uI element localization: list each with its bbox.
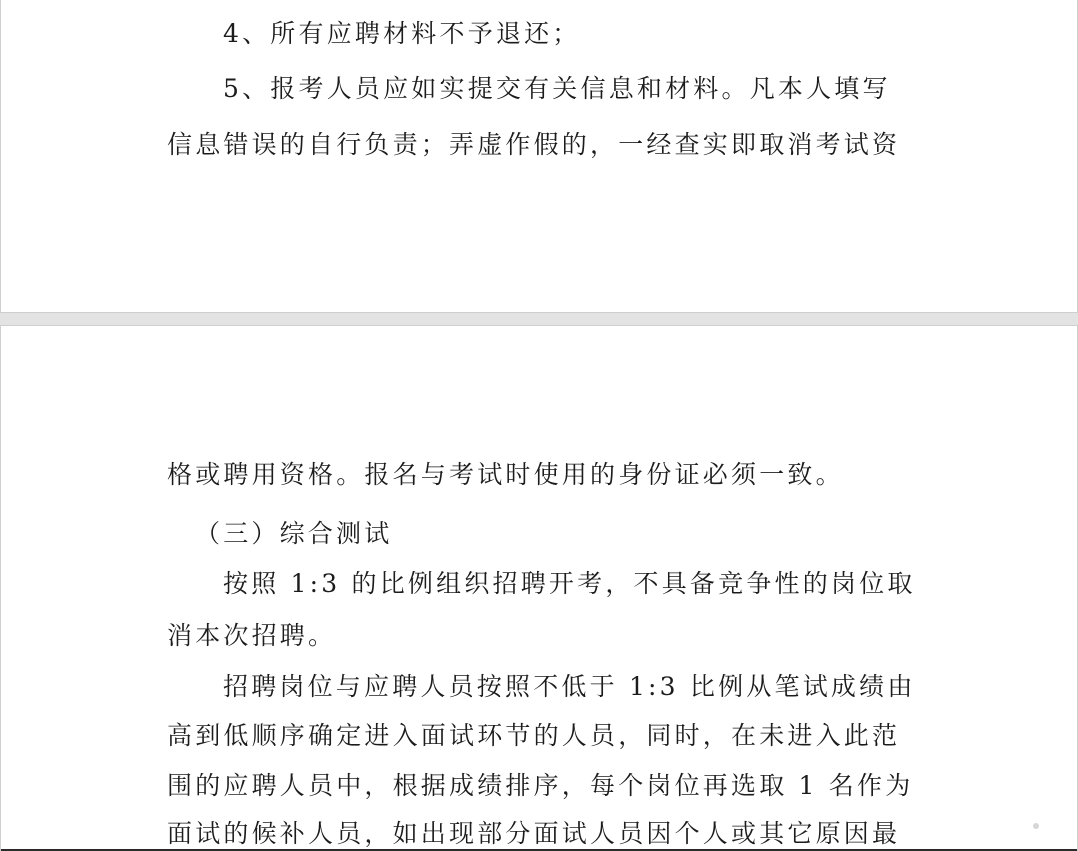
paragraph-line: 面试的候补人员，如出现部分面试人员因个人或其它原因最: [167, 819, 901, 848]
paragraph-line: 格或聘用资格。报名与考试时使用的身份证必须一致。: [167, 460, 844, 489]
document-page-2: [0, 325, 1078, 851]
paragraph-line: 信息错误的自行负责；弄虚作假的，一经查实即取消考试资: [167, 130, 901, 159]
paragraph-line: 按照 1:3 的比例组织招聘开考，不具备竞争性的岗位取: [223, 569, 916, 598]
paragraph-line: 消本次招聘。: [167, 621, 337, 650]
paragraph-line: 招聘岗位与应聘人员按照不低于 1:3 比例从笔试成绩由: [223, 672, 916, 701]
paragraph-line: 围的应聘人员中，根据成绩排序，每个岗位再选取 1 名作为: [167, 771, 914, 800]
list-item-4: 4、所有应聘材料不予退还；: [223, 19, 581, 48]
document-page-1: [0, 0, 1078, 313]
scroll-indicator[interactable]: [1033, 823, 1039, 829]
paragraph-line: 高到低顺序确定进入面试环节的人员，同时，在未进入此范: [167, 721, 901, 750]
list-item-5: 5、报考人员应如实提交有关信息和材料。凡本人填写: [223, 74, 891, 103]
section-heading: （三）综合测试: [195, 519, 393, 548]
